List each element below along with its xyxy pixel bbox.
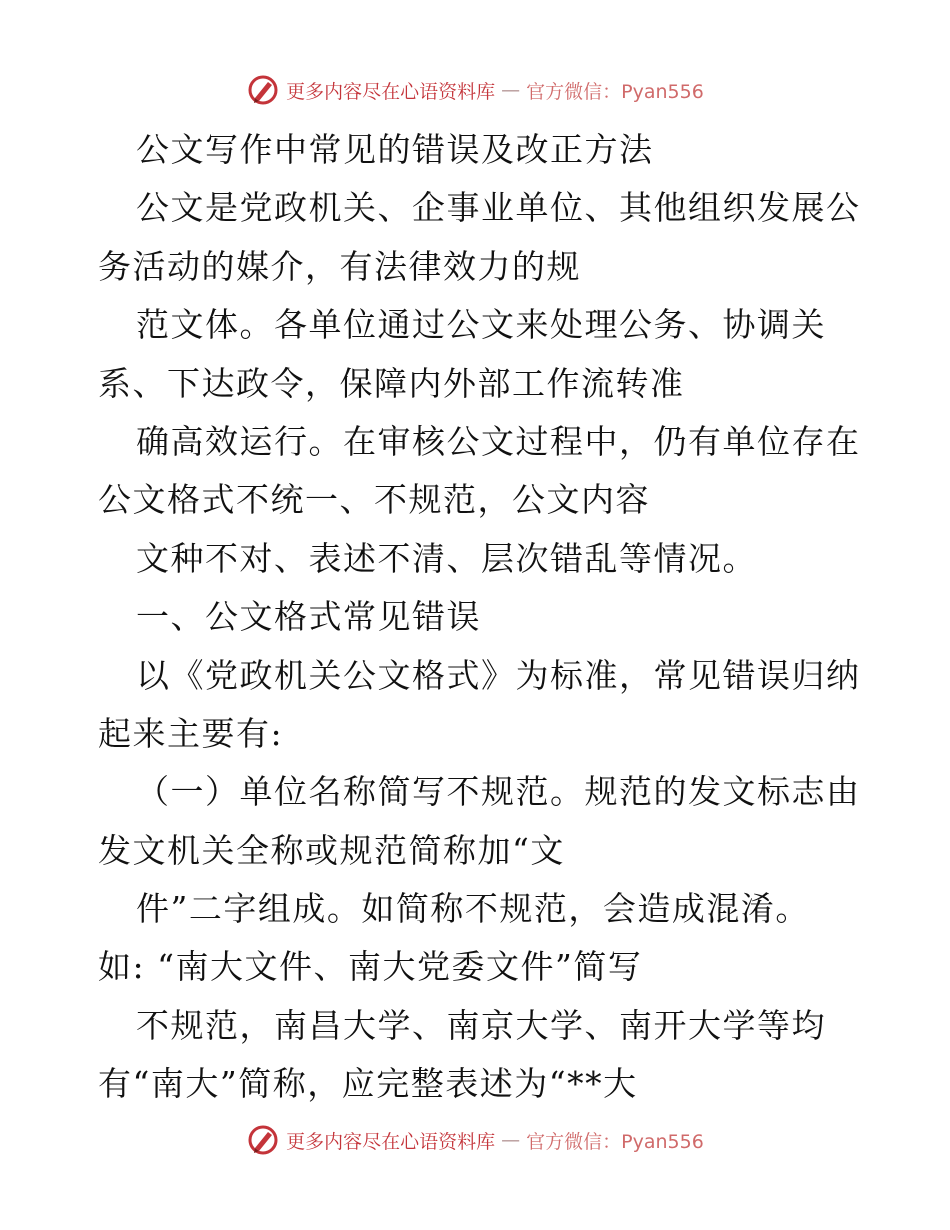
banner-separator: —: [501, 1129, 521, 1151]
banner-wechat-text: 官方微信：Pyan556: [526, 1130, 704, 1153]
document-line: （一）单位名称简写不规范。规范的发文标志由: [136, 772, 861, 812]
document-line: 一、公文格式常见错误: [136, 597, 481, 637]
document-line: 如: “南大文件、南大党委文件”简写: [98, 947, 643, 987]
document-line: 公文写作中常见的错误及改正方法: [136, 130, 654, 169]
document-line: 务活动的媒介，有法律效力的规: [98, 246, 581, 286]
banner-separator: —: [501, 79, 521, 101]
document-line: 系、下达政令，保障内外部工作流转准: [98, 363, 685, 403]
document-body: [98, 121, 861, 1114]
document-line: 不规范，南昌大学、南京大学、南开大学等均: [136, 1005, 826, 1045]
banner-main-text: 更多内容尽在心语资料库: [286, 80, 496, 103]
document-line: 文种不对、表述不清、层次错乱等情况。: [136, 538, 757, 578]
document-line: 公文格式不统一、不规范，公文内容: [98, 480, 650, 520]
footer-banner: [0, 1118, 950, 1162]
document-line: 有“南大”简称，应完整表述为“**大: [98, 1064, 638, 1104]
document-line: 以《党政机关公文格式》为标准，常见错误归纳: [136, 655, 861, 695]
document-line: 起来主要有:: [98, 713, 284, 753]
document-line: 确高效运行。在审核公文过程中，仍有单位存在: [136, 421, 861, 461]
document-line: 公文是党政机关、企事业单位、其他组织发展公: [136, 188, 861, 228]
banner-main-text: 更多内容尽在心语资料库: [286, 1130, 496, 1153]
document-line: 件”二字组成。如简称不规范，会造成混淆。: [136, 889, 810, 929]
banner-wechat-text: 官方微信：Pyan556: [526, 80, 704, 103]
pen-circle-logo-icon: [246, 73, 280, 107]
document-line: 发文机关全称或规范简称加“文: [98, 830, 565, 870]
document-line: 范文体。各单位通过公文来处理公务、协调关: [136, 305, 826, 345]
header-banner: [0, 68, 950, 112]
pen-circle-logo-icon: [246, 1123, 280, 1157]
